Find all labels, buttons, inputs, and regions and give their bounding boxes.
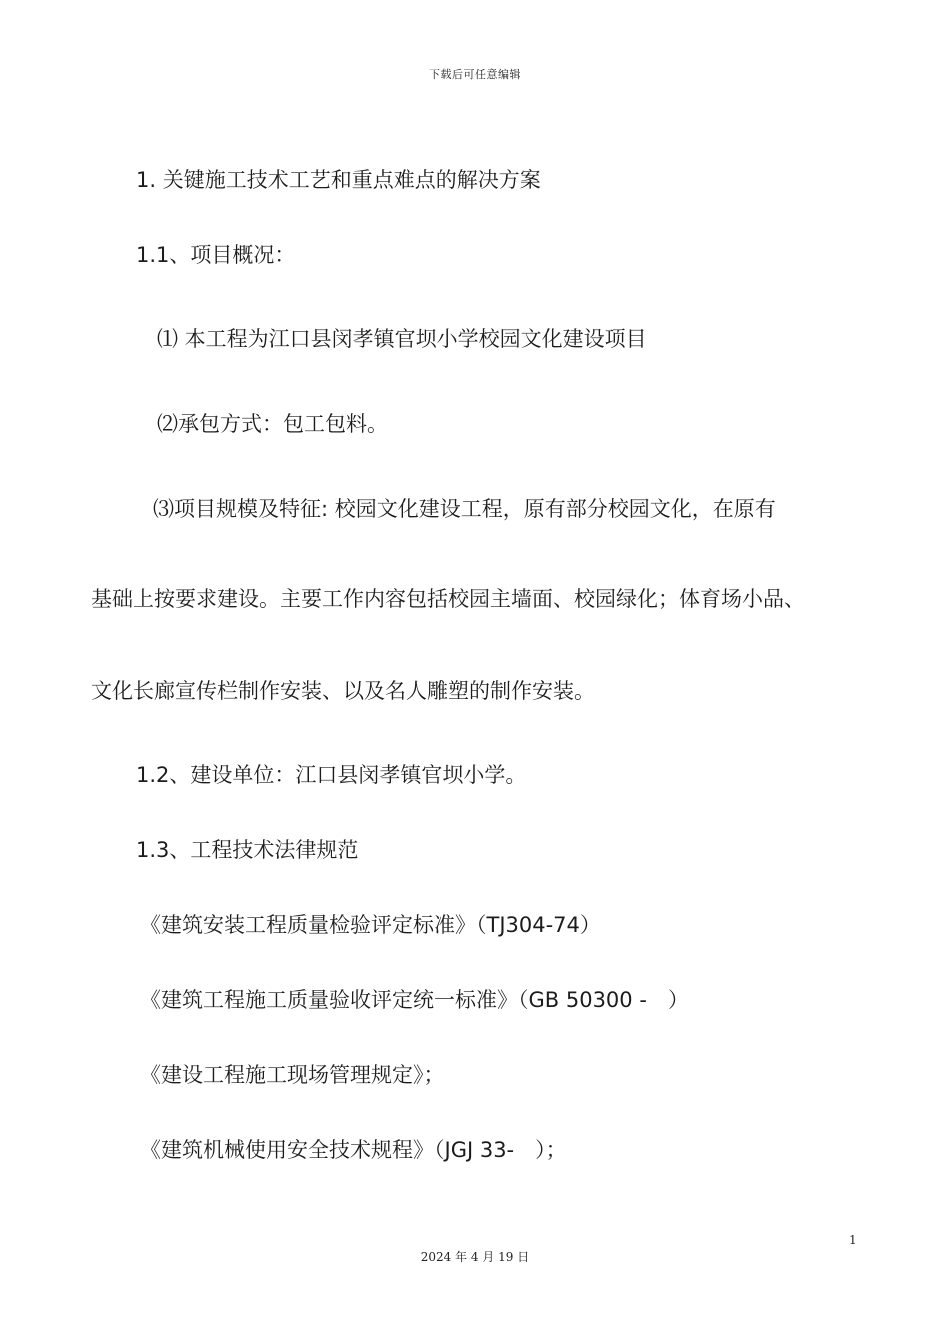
reference-item: 《建筑安装工程质量检验评定标准》（TJ304-74） <box>140 913 601 937</box>
overview-item-3-line-2: 基础上按要求建设。主要工作内容包括校园主墙面、校园绿化；体育场小品、 <box>91 587 805 611</box>
overview-item-3-line-3: 文化长廊宣传栏制作安装、以及名人雕塑的制作安装。 <box>91 679 595 703</box>
reference-item: 《建筑工程施工质量验收评定统一标准》（GB 50300 - ） <box>140 988 689 1012</box>
header-note: 下载后可任意编辑 <box>429 68 521 81</box>
reference-item: 《建筑机械使用安全技术规程》（JGJ 33- ）； <box>140 1138 567 1162</box>
page-number: 1 <box>849 1233 857 1247</box>
subsection-1-1-title: 1.1、项目概况： <box>136 243 296 267</box>
subsection-1-3-title: 1.3、工程技术法律规范 <box>136 838 359 862</box>
section-heading: 1. 关键施工技术工艺和重点难点的解决方案 <box>136 168 541 192</box>
overview-item-3-line-1: ⑶项目规模及特征: 校园文化建设工程，原有部分校园文化，在原有 <box>153 497 776 521</box>
overview-item-2: ⑵承包方式：包工包料。 <box>157 412 388 436</box>
reference-item: 《建设工程施工现场管理规定》； <box>140 1063 445 1087</box>
subsection-1-2-title: 1.2、建设单位：江口县闵孝镇官坝小学。 <box>136 763 527 787</box>
overview-item-1: ⑴ 本工程为江口县闵孝镇官坝小学校园文化建设项目 <box>157 327 647 351</box>
footer-date: 2024 年 4 月 19 日 <box>420 1250 530 1264</box>
